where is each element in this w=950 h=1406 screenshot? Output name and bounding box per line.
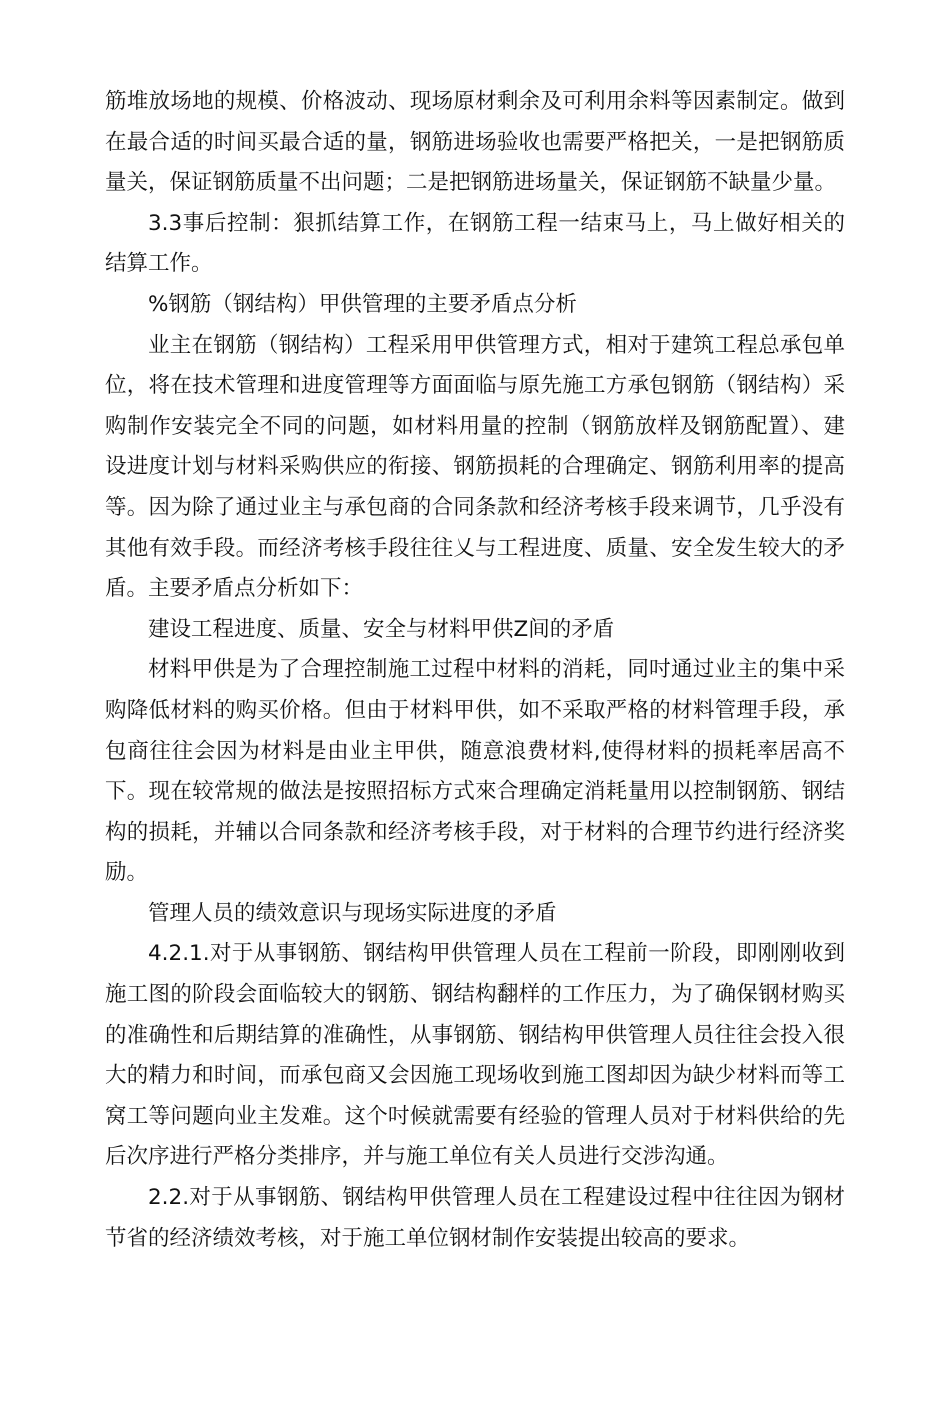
body-paragraph: 4.2.1.对于从事钢筋、钢结构甲供管理人员在工程前一阶段，即刚刚收到施工图的阶段会面临较大的钢筋、钢结构翻样的工作压力，为了确保钢材购买的准确性和后期结算的准确性，从事钢筋、钢结构甲供管理人员往往会投入很大的精力和时间，而承包商又会因施工现场收到施工图却因为缺少材料而等工窝工等问题向业主发难。这个吋候就需要有经验的管理人员对于材料供给的先后次序进行严格分类排序，并与施工单位有关人员进行交涉沟通。 [105,941,845,1170]
body-paragraph: 材料甲供是为了合理控制施工过程中材料的消耗，同吋通过业主的集中采购降低材料的购买价格。但由于材料甲供，如不采取严格的材料管理手段，承包商往往会因为材料是由业主甲供，随意浪费材料,使得材料的损耗率居高不下。现在较常规的做法是按照招标方式來合理确定消耗量用以控制钢筋、钢结构的损耗，并辅以合同条款和经济考核手段，对于材料的合理节约进行经济奖励。 [105,657,845,886]
body-paragraph: 3.3事后控制：狠抓结算工作，在钢筋工程一结束马上，马上做好相关的结算工作。 [105,210,845,277]
body-paragraph: 业主在钢筋（钢结构）工程采用甲供管理方式，相对于建筑工程总承包单位，将在技术管理和进度管理等方面面临与原先施工方承包钢筋（钢结构）采购制作安装完全不同的问题，如材料用量的控制（钢筋放样及钢筋配置）、建设进度计划与材料采购供应的衔接、钢筋损耗的合理确定、钢筋利用率的提高等。因为除了通过业主与承包商的合同条款和经济考核手段来调节，几乎没有其他有效手段。而经济考核手段往往乂与工程进度、质量、安全发生较大的矛盾。主要矛盾点分析如下： [105,332,845,602]
body-paragraph: 筋堆放场地的规模、价格波动、现场原材剩余及可利用余料等因素制定。做到在最合适的时间买最合适的量，钢筋进场验收也需要严格把关，一是把钢筋质量关，保证钢筋质量不出问题；二是把钢筋进场量关，保证钢筋不缺量少量。 [105,89,845,196]
section-heading: 建设工程进度、质量、安全与材料甲供Z间的矛盾 [148,616,615,642]
body-paragraph: 2.2.对于从事钢筋、钢结构甲供管理人员在工程建设过程中往往因为钢材节省的经济绩效考核，对于施工单位钢材制作安装提出较高的要求。 [105,1185,845,1251]
section-heading: %钢筋（钢结构）甲供管理的主要矛盾点分析 [148,291,577,317]
section-heading: 管理人员的绩效意识与现场实际进度的矛盾 [148,900,557,926]
